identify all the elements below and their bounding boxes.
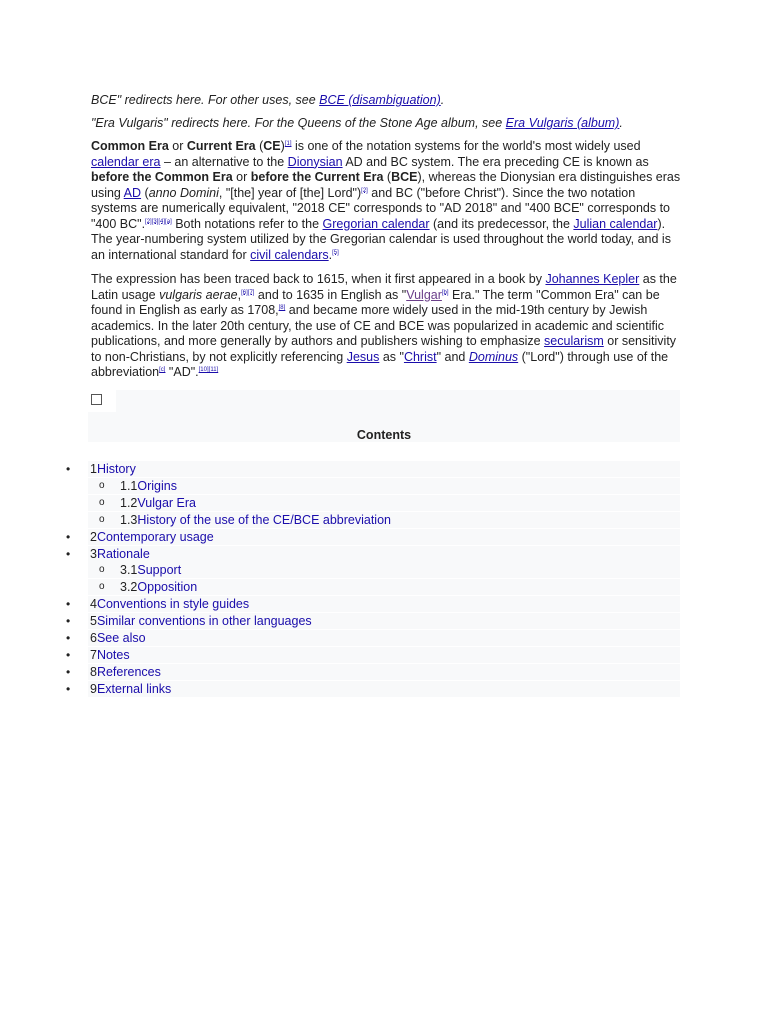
bullet-icon: •: [66, 546, 71, 561]
toc-link[interactable]: See also: [96, 631, 146, 645]
link-gregorian-calendar[interactable]: Gregorian calendar: [322, 216, 430, 231]
citation-link[interactable]: [2][3][4][a]: [145, 218, 172, 225]
term-before-current-era: before the Current Era: [250, 170, 384, 184]
citation-link[interactable]: [6][7]: [241, 289, 255, 296]
toc-header: [88, 390, 680, 442]
link-vulgar[interactable]: Vulgar: [406, 287, 442, 302]
citation-link[interactable]: [10][11]: [198, 366, 219, 373]
bullet-icon: •: [66, 597, 71, 612]
toc-row-background: [88, 461, 680, 477]
link-civil-calendars[interactable]: civil calendars: [250, 247, 329, 262]
hatnote-bce: [91, 93, 691, 107]
toc-number: 5: [90, 614, 97, 629]
toc-entry: [90, 596, 249, 612]
term-vulgaris-aerae: vulgaris aerae: [159, 287, 238, 302]
toc-entry: [120, 512, 391, 528]
link-jesus[interactable]: Jesus: [346, 349, 380, 364]
toc-number: 9: [90, 681, 97, 696]
citation-link[interactable]: [5]: [332, 249, 339, 256]
toc-entry: [120, 478, 177, 494]
hatnote-era-vulgaris: [91, 116, 691, 130]
toc-number: 7: [90, 647, 97, 662]
toc-link[interactable]: Support: [137, 563, 182, 578]
sub-bullet-icon: o: [99, 513, 105, 525]
link-ad[interactable]: AD: [123, 185, 142, 200]
toc-entry: [90, 546, 150, 562]
toc-number: 1.2: [120, 495, 138, 510]
toc-entry: [90, 461, 136, 477]
term-before-common-era: before the Common Era: [91, 170, 233, 184]
toc-number: 1.3: [120, 512, 138, 527]
toc-number: 3.1: [120, 563, 138, 578]
link-secularism[interactable]: secularism: [544, 334, 604, 348]
toc-link[interactable]: Origins: [137, 478, 177, 493]
toc-title: Contents: [356, 428, 412, 442]
toc-entry: [90, 630, 146, 646]
link-dionysian[interactable]: Dionysian: [287, 154, 343, 169]
term-current-era: Current Era: [186, 139, 256, 153]
toc-row-background: [88, 630, 680, 646]
toc-number: 8: [90, 664, 97, 679]
sub-bullet-icon: o: [99, 564, 105, 576]
toc-number: 3: [90, 546, 97, 561]
link-era-vulgaris-album[interactable]: Era Vulgaris (album): [505, 116, 620, 130]
sub-bullet-icon: o: [99, 581, 105, 593]
term-ce: CE: [263, 139, 281, 153]
hatnote-text: BCE" redirects here. For other uses, see: [91, 93, 320, 107]
toc-link[interactable]: Notes: [96, 647, 130, 662]
toc-entry: [120, 562, 181, 578]
toc-row-background: [88, 681, 680, 697]
toc-number: 6: [90, 631, 97, 645]
hatnote-punct: .: [440, 93, 445, 107]
citation-link[interactable]: [8]: [278, 304, 286, 311]
term-bce: BCE: [391, 170, 418, 184]
toc-number: 1: [90, 462, 97, 476]
term-common-era: Common Era: [91, 139, 169, 153]
toc-link[interactable]: Conventions in style guides: [96, 597, 250, 612]
bullet-icon: •: [66, 614, 71, 629]
toc-link[interactable]: Contemporary usage: [96, 529, 214, 544]
toc-link[interactable]: Opposition: [137, 580, 198, 595]
link-calendar-era[interactable]: calendar era: [91, 154, 161, 169]
toc-entry: [90, 681, 171, 697]
bullet-icon: •: [66, 681, 71, 696]
toc-row-background: [88, 647, 680, 663]
toc-number: 2: [90, 529, 97, 544]
link-johannes-kepler[interactable]: Johannes Kepler: [545, 272, 640, 286]
toc-entry: [90, 529, 214, 545]
bullet-icon: •: [66, 631, 71, 645]
toc-toggle-checkbox[interactable]: [91, 394, 102, 405]
toc-entry: [90, 613, 312, 629]
toc-link[interactable]: Vulgar Era: [137, 495, 196, 510]
toc-entry: [120, 579, 197, 595]
toc-number: 3.2: [120, 580, 138, 595]
toc-row-background: [88, 664, 680, 680]
bullet-icon: •: [66, 664, 71, 679]
toc-entry: [90, 647, 130, 663]
toc-link[interactable]: Similar conventions in other languages: [96, 614, 312, 629]
link-julian-calendar[interactable]: Julian calendar: [573, 216, 658, 231]
link-dominus[interactable]: Dominus: [468, 349, 519, 364]
link-bce-disambiguation[interactable]: BCE (disambiguation): [319, 93, 441, 107]
toc-link[interactable]: History of the use of the CE/BCE abbreviation: [137, 512, 391, 527]
citation-link[interactable]: [b]: [441, 289, 449, 296]
bullet-icon: •: [66, 462, 71, 476]
toc-link[interactable]: References: [96, 664, 161, 679]
toc-entry: [120, 495, 196, 511]
intro-paragraph-1: Common Era or Current Era (CE)[1] is one of the notation systems for the world's most widely used calendar era – an alternative to the Dionysian AD and BC system. The era preceding CE is known as before the Common Era or before the Current Era (BCE), whereas the Dionysian era distinguishes eras using AD (anno Domini, "[the] year of [the] Lord")[2] and BC ("before Christ"). Since the two notation systems are numerically equivalent, "2018 CE" corresponds to "AD 2018" and "400 BCE" corresponds to "400 BC".[2][3][4][a] Both notations refer to the Gregorian calendar (and its predecessor, the Julian calendar). The year-numbering system utilized by the Gregorian calendar is used throughout the world today, and is an international standard for civil calendars.[5]: [91, 139, 681, 262]
sub-bullet-icon: o: [99, 496, 105, 508]
bullet-icon: •: [66, 529, 71, 544]
toc-link[interactable]: Rationale: [96, 546, 150, 561]
citation-link[interactable]: [c]: [159, 366, 166, 373]
bullet-icon: •: [66, 647, 71, 662]
term-anno-domini: anno Domini: [148, 185, 219, 200]
toc-entry: [90, 664, 161, 680]
sub-bullet-icon: o: [99, 479, 105, 491]
toc-number: 4: [90, 597, 97, 612]
citation-link[interactable]: [2]: [361, 187, 368, 194]
hatnote-text: "Era Vulgaris" redirects here. For the Queens of the Stone Age album, see: [91, 116, 506, 130]
intro-paragraph-2: The expression has been traced back to 1615, when it first appeared in a book by Johannes Kepler as the Latin usage vulgaris aerae,[6][7] and to 1635 in English as "Vulgar[b] Era." The term "Common Era" can be found in English as early as 1708,[8] and became more widely used in the mid-19th century by Jewish academics. In the later 20th century, the use of CE and BCE was popularized in academic and scientific publications, and more generally by authors and publishers wishing to emphasize secularism or sensitivity to non-Christians, by not explicitly referencing Jesus as "Christ" and Dominus ("Lord") through use of the abbreviation[c] "AD".[10][11]: [91, 272, 677, 379]
toc-row-background: [88, 546, 680, 562]
hatnote-punct: .: [619, 116, 623, 130]
toc-link[interactable]: History: [96, 462, 136, 476]
toc-number: 1.1: [120, 478, 138, 493]
link-christ[interactable]: Christ: [403, 349, 437, 364]
toc-link[interactable]: External links: [96, 681, 172, 696]
citation-link[interactable]: [1]: [284, 140, 292, 147]
